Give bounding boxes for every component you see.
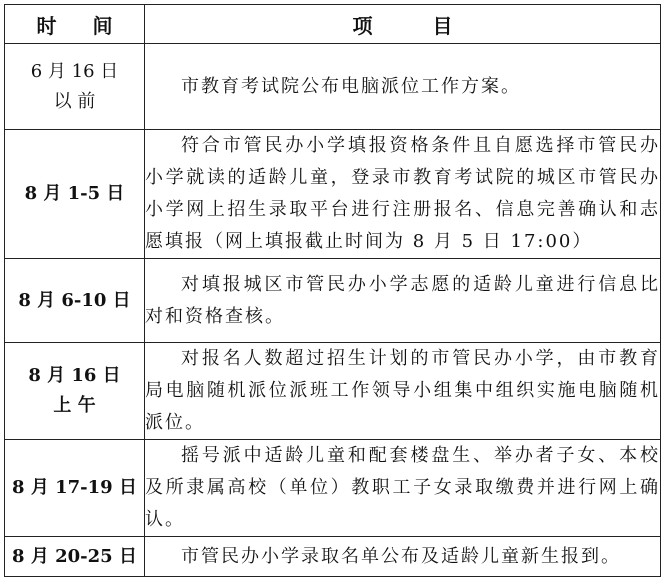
table-row [5,440,661,537]
row-time [5,44,145,130]
table-row [5,537,661,577]
schedule-table [4,4,661,577]
header-time-right: 间 [92,13,113,38]
header-item-left: 项 [352,13,373,38]
row-time [5,537,145,577]
row-time-line: 8 月 17-19 日 [12,477,137,498]
table-row [5,130,661,259]
row-time [5,259,145,343]
row-item-text: 市管民办小学录取名单公布及适龄儿童新生报到。 [181,545,621,567]
row-item [145,343,661,440]
row-item [145,44,661,130]
row-item-text: 市教育考试院公布电脑派位工作方案。 [181,75,521,97]
row-time-line: 8 月 6-10 日 [18,289,131,311]
row-time-line: 8 月 1-5 日 [24,183,125,204]
row-item [145,537,661,577]
row-item [145,440,661,537]
row-item-text: 符合市管民办小学填报资格条件且自愿选择市管民办小学就读的适龄儿童，登录市教育考试院的城区市管民办小学网上招生录取平台进行注册报名、信息完善确认和志愿填报（网上填报截止时间为 8 月 5 日 17:00） [145,135,660,252]
row-time-line: 以 前 [53,90,96,112]
row-item-text: 摇号派中适龄儿童和配套楼盘生、举办者子女、本校及所隶属高校（单位）教职工子女录取缴费并进行网上确认。 [145,445,660,530]
header-item [145,5,661,44]
row-time [5,130,145,259]
table-row [5,343,661,440]
row-time-line: 8 月 20-25 日 [12,545,137,567]
row-item-text: 对报名人数超过招生计划的市管民办小学，由市教育局电脑随机派位派班工作领导小组集中组织实施电脑随机派位。 [145,348,660,433]
row-time-line: 6 月 16 日 [30,60,119,82]
table-row [5,259,661,343]
row-item [145,259,661,343]
row-item-text: 对填报城区市管民办小学志愿的适龄儿童进行信息比对和资格查核。 [145,273,660,327]
table-row [5,44,661,130]
row-time-line: 上 午 [53,395,96,416]
table-header-row [5,5,661,44]
row-time-line: 8 月 16 日 [28,365,121,386]
header-time [5,5,145,44]
header-time-left: 时 [36,13,57,38]
row-item [145,130,661,259]
row-time [5,343,145,440]
header-item-right: 目 [432,13,453,38]
row-time [5,440,145,537]
